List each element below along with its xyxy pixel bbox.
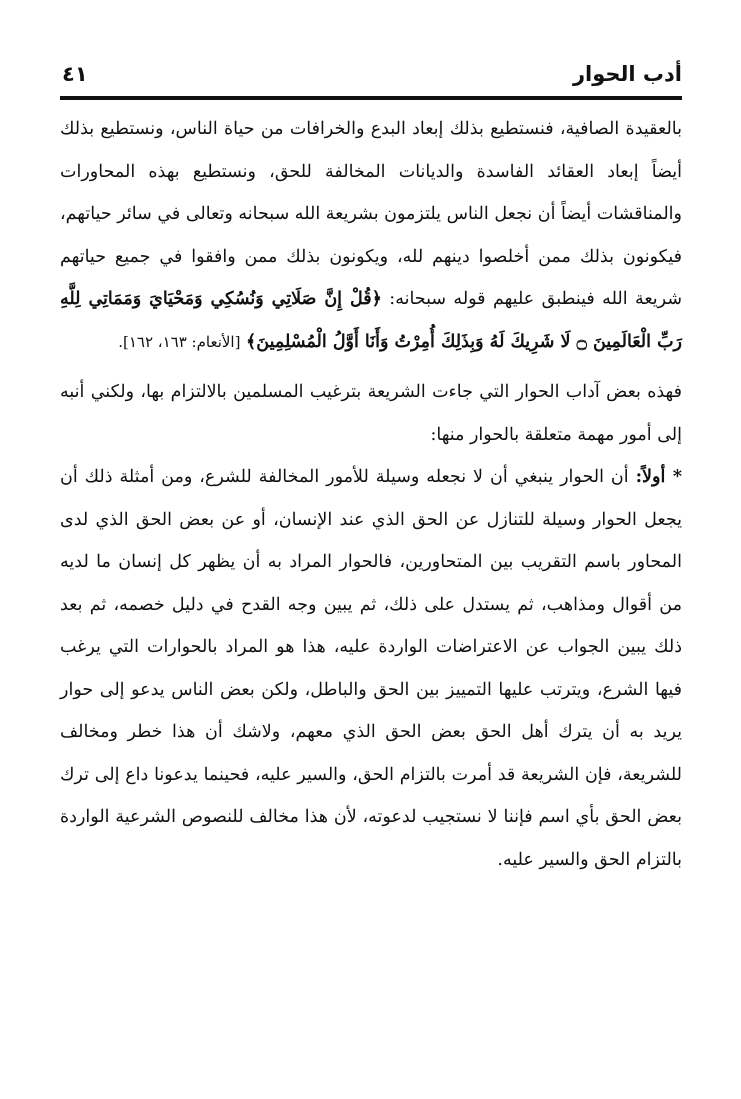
paragraph-3 bbox=[60, 456, 682, 881]
page-number: ٤١ bbox=[62, 62, 88, 86]
paragraph-2 bbox=[60, 371, 682, 456]
paragraph-2-text: فهذه بعض آداب الحوار التي جاءت الشريعة بترغيب المسلمين بالالتزام بها، ولكني أنبه إلى أمور مهمة متعلقة بالحوار منها: bbox=[60, 382, 682, 445]
page-header bbox=[60, 58, 682, 94]
paragraph-1 bbox=[60, 108, 682, 363]
book-page bbox=[60, 58, 682, 881]
paragraph-1-text: بالعقيدة الصافية، فنستطيع بذلك إبعاد البدع والخرافات من حياة الناس، ونستطيع بذلك أيضاً إبعاد العقائد الفاسدة والديانات المخالفة للحق، ونستطيع بهذه المحاورات والمناقشات أيضاً أن نجعل الناس يلتزمون بشريعة الله سبحانه وتعالى في سائر حياتهم، فيكونون بذلك ممن أخلصوا دينهم لله، ويكونون بذلك ممن وافقوا في جميع حياتهم شريعة الله فينطبق عليهم قوله سبحانه: bbox=[60, 119, 682, 309]
running-title: أدب الحوار bbox=[572, 62, 682, 86]
header-rule bbox=[60, 96, 682, 100]
verse-reference: [الأنعام: ١٦٣، ١٦٢]. bbox=[118, 332, 241, 351]
paragraph-3-lead: * أولاً: bbox=[635, 467, 682, 487]
paragraph-3-text: أن الحوار ينبغي أن لا نجعله وسيلة للأمور المخالفة للشرع، ومن أمثلة ذلك أن يجعل الحوار وسيلة للتنازل عن الحق الذي عند الإنسان، أو عن بعض الحق الذي لدى المحاور باسم التقريب بين المتحاورين، فالحوار المراد به أن يظهر كل إنسان ما لديه من أقوال ومذاهب، ثم يستدل على ذلك، ثم يبين وجه القدح في دليل خصمه، ثم بعد ذلك يبين الجواب عن الاعتراضات الواردة عليه، هذا هو المراد بالحوارات التي يرغب فيها الشرع، ويترتب عليها التمييز بين الحق والباطل، ولكن بعض الناس يدعو إلى حوار يريد به أن يترك أهل الحق بعض الحق الذي معهم، ولاشك أن هذا خطر ومخالف للشريعة، فإن الشريعة قد أمرت بالتزام الحق، والسير عليه، فحينما يدعونا داع إلى ترك بعض الحق بأي اسم فإننا لا نستجيب لدعوته، لأن هذا مخالف للنصوص الشرعية الواردة بالتزام الحق والسير عليه. bbox=[60, 467, 682, 870]
quran-verse: ﴿قُلْ إِنَّ صَلَاتِي وَنُسُكِي وَمَحْيَايَ وَمَمَاتِي لِلَّهِ رَبِّ الْعَالَمِينَ ۝ لَا شَرِيكَ لَهُ وَبِذَلِكَ أُمِرْتُ وَأَنَا أَوَّلُ الْمُسْلِمِينَ﴾ bbox=[60, 289, 682, 352]
